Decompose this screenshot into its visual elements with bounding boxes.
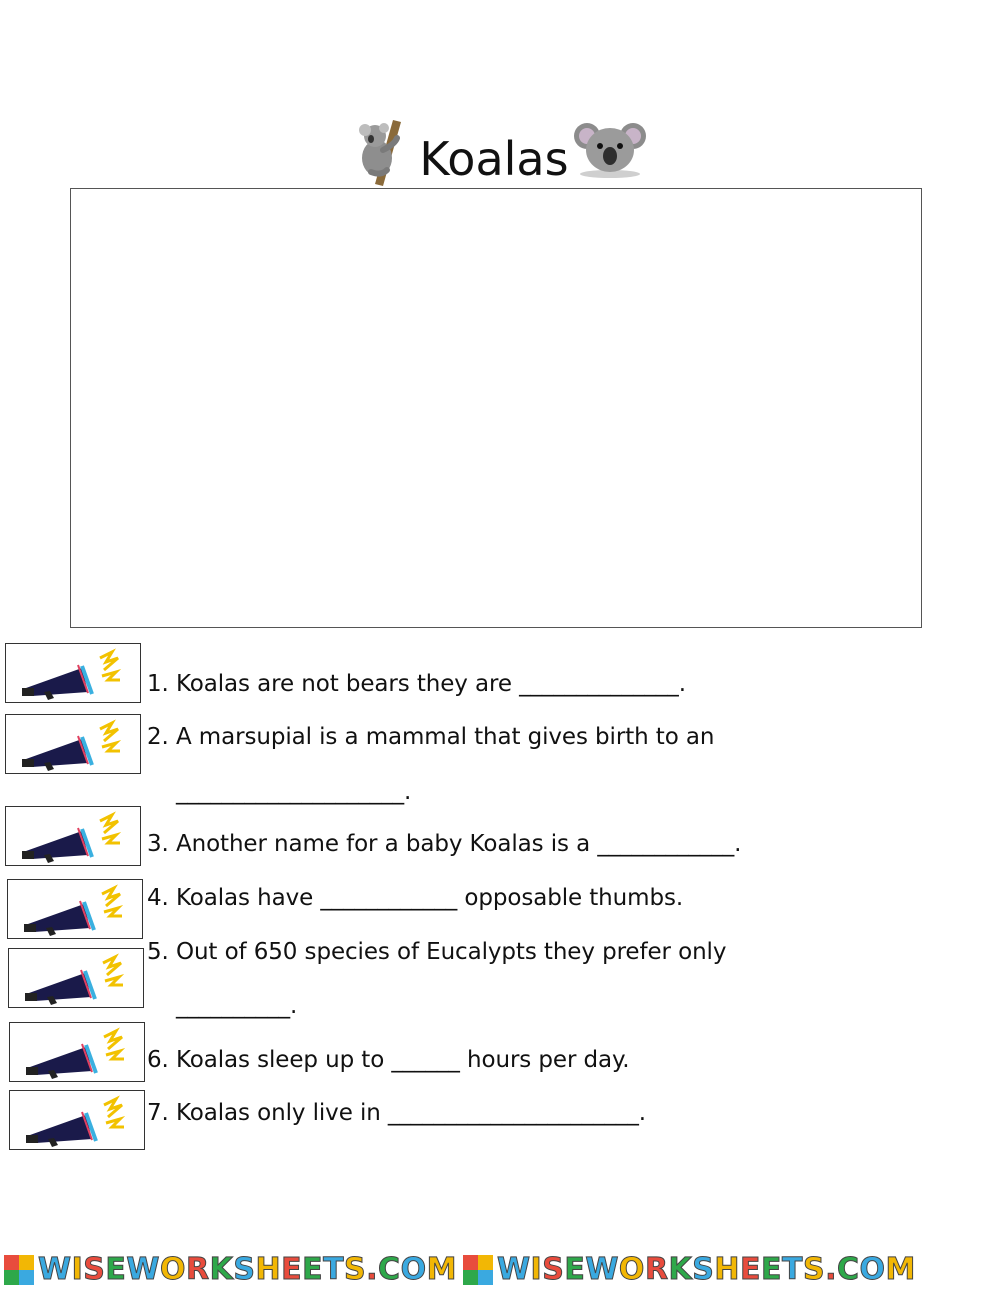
brand-mark <box>4 1252 457 1288</box>
media-frame[interactable] <box>70 188 922 628</box>
title-bar <box>0 112 1000 186</box>
question-6: 6. Koalas sleep up to ______ hours per day. <box>147 1047 630 1073</box>
audio-button-6[interactable] <box>9 1022 145 1082</box>
question-2-answer-line: ____________________. <box>176 779 412 805</box>
audio-button-5[interactable] <box>8 948 144 1008</box>
audio-button-2[interactable] <box>5 714 141 774</box>
audio-button-4[interactable] <box>7 879 143 939</box>
question-7: 7. Koalas only live in ______________________. <box>147 1100 646 1126</box>
question-4: 4. Koalas have ____________ opposable thumbs. <box>147 885 684 911</box>
question-1: 1. Koalas are not bears they are ______________. <box>147 671 686 697</box>
megaphone-icon <box>18 719 130 771</box>
brand-logo-icon <box>4 1255 34 1285</box>
megaphone-icon <box>18 648 130 700</box>
brand-mark-repeat <box>463 1252 916 1288</box>
audio-button-7[interactable] <box>9 1090 145 1150</box>
brand-text: WISEWORKSHEETS.COM <box>38 1252 457 1287</box>
footer-watermark <box>0 1252 1000 1288</box>
megaphone-icon <box>22 1095 134 1147</box>
brand-text: WISEWORKSHEETS.COM <box>496 1252 916 1287</box>
brand-logo-icon <box>463 1255 493 1285</box>
megaphone-icon <box>18 811 130 863</box>
koala-face-icon <box>573 118 647 180</box>
megaphone-icon <box>22 1027 134 1079</box>
megaphone-icon <box>21 953 133 1005</box>
audio-button-3[interactable] <box>5 806 141 866</box>
question-3: 3. Another name for a baby Koalas is a ____________. <box>147 831 742 857</box>
megaphone-icon <box>20 884 132 936</box>
question-5-answer-line: __________. <box>176 993 298 1019</box>
question-5: 5. Out of 650 species of Eucalypts they prefer only <box>147 939 727 965</box>
page-title: Koalas <box>419 132 569 186</box>
koala-on-branch-icon <box>353 120 415 186</box>
audio-button-1[interactable] <box>5 643 141 703</box>
question-2: 2. A marsupial is a mammal that gives birth to an <box>147 724 715 750</box>
